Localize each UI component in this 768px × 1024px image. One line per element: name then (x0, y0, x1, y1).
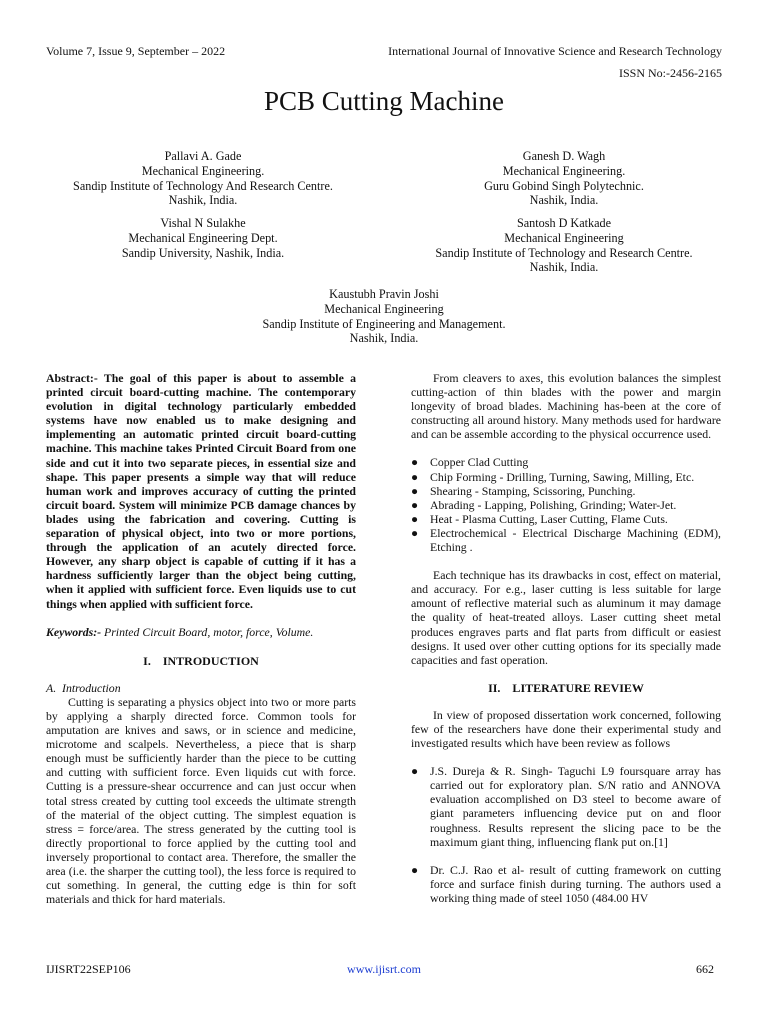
list-item (411, 863, 721, 905)
literature-list (411, 764, 721, 905)
keywords-label: Keywords:- (46, 624, 102, 639)
abstract-text: The goal of this paper is about to assemble a printed circuit board-cutting machine. The contemporary evolution in digital technology particularly embedded systems have now enabled us to make designing and implementing an automatic printed circuit board-cutting machine. This machine takes Printed Circuit Board from one side and cut it into two separate pieces, in essential size and shape. This paper presents a simple way that will reduce human work and improves accuracy of cutting the printed circuit board. System will minimize PCB damage chances by blades using the fabrication and covering. Cutting is separation of physical object, into two or more portions, through the application of an acutely directed force. However, any sharp object is capable of cutting if it has a hardness sufficiently larger than the object being cutting, when it applied with sufficient force. Even liquids use to cut things when applied with sufficient force. (46, 371, 356, 611)
footer-paper-id: IJISRT22SEP106 (46, 962, 131, 976)
author-block (460, 149, 668, 208)
author-name: Santosh D Katkade (516, 216, 612, 230)
author-name: Kaustubh Pravin Joshi (329, 287, 439, 301)
author-name: Vishal N Sulakhe (160, 216, 246, 230)
author-inst: Sandip University, Nashik, India. (121, 245, 285, 260)
cutting-methods-list (411, 455, 721, 554)
bullet-icon: ● (411, 525, 419, 540)
list-item (411, 484, 721, 498)
paper-title: PCB Cutting Machine (263, 86, 504, 116)
author-dept: Mechanical Engineering. (141, 163, 265, 178)
list-item-text: Dr. C.J. Rao et al- result of cutting framework on cutting force and surface finish during turning. The authors used a working thing made of steel 1050 (484.00 HV (430, 862, 721, 905)
author-inst: Sandip Institute of Technology and Research Centre. (435, 245, 693, 260)
issn: ISSN No:-2456-2165 (618, 66, 722, 80)
journal-name: International Journal of Innovative Science and Research Technology (388, 44, 722, 58)
bullet-icon: ● (411, 469, 419, 484)
list-item (411, 470, 721, 484)
bullet-icon: ● (411, 764, 419, 779)
paragraph: In view of proposed dissertation work concerned, following few of the researchers have done their experimental study and investigated results which have been review as follows (411, 707, 721, 751)
author-dept: Mechanical Engineering Dept. (128, 230, 278, 245)
section-heading-introduction: I. INTRODUCTION (143, 653, 259, 668)
subsection-heading: A. Introduction (46, 680, 121, 695)
abstract (46, 371, 356, 611)
abstract-label: Abstract:- (46, 371, 98, 385)
author-dept: Mechanical Engineering (324, 301, 444, 316)
author-block (234, 287, 534, 346)
author-inst: Sandip Institute of Engineering and Management. (262, 316, 506, 331)
list-item (411, 526, 721, 554)
author-city: Nashik, India. (529, 193, 599, 208)
author-block (420, 216, 708, 275)
author-dept: Mechanical Engineering (504, 230, 624, 245)
journal-volume: Volume 7, Issue 9, September – 2022 (46, 44, 226, 58)
author-city: Nashik, India. (529, 260, 599, 275)
bullet-icon: ● (411, 862, 419, 877)
keywords (46, 625, 356, 639)
section-heading-literature-review: II. LITERATURE REVIEW (488, 680, 644, 695)
author-block (104, 216, 302, 260)
author-inst: Guru Gobind Singh Polytechnic. (484, 178, 644, 193)
paragraph: From cleavers to axes, this evolution balances the simplest cutting-action of thin blades with the power and margin longevity of broad blades. Machining has-been at the core of constructing all around history. Many methods used for hardware and can be assemble according to the physical occurrence used. (411, 371, 721, 442)
list-item-text: Abrading - Lapping, Polishing, Grinding; Water-Jet. (430, 497, 677, 512)
author-city: Nashik, India. (168, 193, 238, 208)
bullet-icon: ● (411, 497, 419, 512)
author-dept: Mechanical Engineering. (502, 163, 626, 178)
author-inst: Sandip Institute of Technology And Research Centre. (73, 178, 333, 193)
list-item (411, 498, 721, 512)
bullet-icon: ● (411, 483, 419, 498)
list-item-text: Electrochemical - Electrical Discharge Machining (EDM), Etching . (430, 525, 721, 555)
footer-website-link[interactable]: www.ijisrt.com (347, 962, 421, 976)
author-name: Ganesh D. Wagh (522, 149, 606, 163)
author-city: Nashik, India. (349, 331, 419, 346)
list-item (411, 764, 721, 849)
page-number: 662 (696, 962, 714, 976)
list-item-text: Copper Clad Cutting (430, 455, 529, 470)
list-item-text: Chip Forming - Drilling, Turning, Sawing, Milling, Etc. (430, 469, 695, 484)
author-block (64, 149, 342, 208)
right-column (411, 371, 721, 905)
author-name: Pallavi A. Gade (164, 149, 242, 163)
bullet-icon: ● (411, 511, 419, 526)
intro-paragraph: Cutting is separating a physics object into two or more parts by applying a sharply directed force. Common tools for amputation are knives and saws, or in science and medicine, microtome and scalpels. Nevertheless, a piece that is sharp enough must be sufficiently harder than the piece to be cutting and cutting with sufficient force. Even liquids cut with force. Cutting is a pressure-shear occurrence and can just occur when total stress created by cutting tool exceeds the ultimate strength of the material of the object cutting. The simplest equation is stress = force/area. The stress generated by the cutting tool is directly proportional to force applied by the cutting tool and inversely proportional to contact area. Therefore, the smaller the area (i.e. the sharper the cutting tool), the less force is required to cut something. In general, the cutting edge is thin for soft materials and thick for hard materials. (46, 694, 356, 907)
keywords-text: Printed Circuit Board, motor, force, Volume. (101, 624, 314, 639)
list-item-text: Shearing - Stamping, Scissoring, Punching. (430, 483, 636, 498)
left-column (46, 371, 356, 906)
list-item-text: J.S. Dureja & R. Singh- Taguchi L9 foursquare array has carried out for exploratory plan. S/N ratio and ANNOVA evaluation accomplished on D3 steel to become aware of giant parameters influencing device put on and floor roughness. Results represent the slicing pace to be the maximum giant thing, influencing flank put on.[1] (430, 764, 721, 849)
list-item-text: Heat - Plasma Cutting, Laser Cutting, Flame Cuts. (430, 511, 668, 526)
bullet-icon: ● (411, 455, 419, 470)
list-item (411, 455, 721, 469)
list-item (411, 512, 721, 526)
paragraph: Each technique has its drawbacks in cost, effect on material, and accuracy. For e.g., laser cutting is less suitable for large amount of reflective material such as aluminum it may damage the quality of heat-treated alloys. Laser cutting sheet metal produces engraves parts and flat parts from difficult or easiest designs. It used over other cutting options for its specially made capacities and fast operation. (411, 568, 721, 667)
